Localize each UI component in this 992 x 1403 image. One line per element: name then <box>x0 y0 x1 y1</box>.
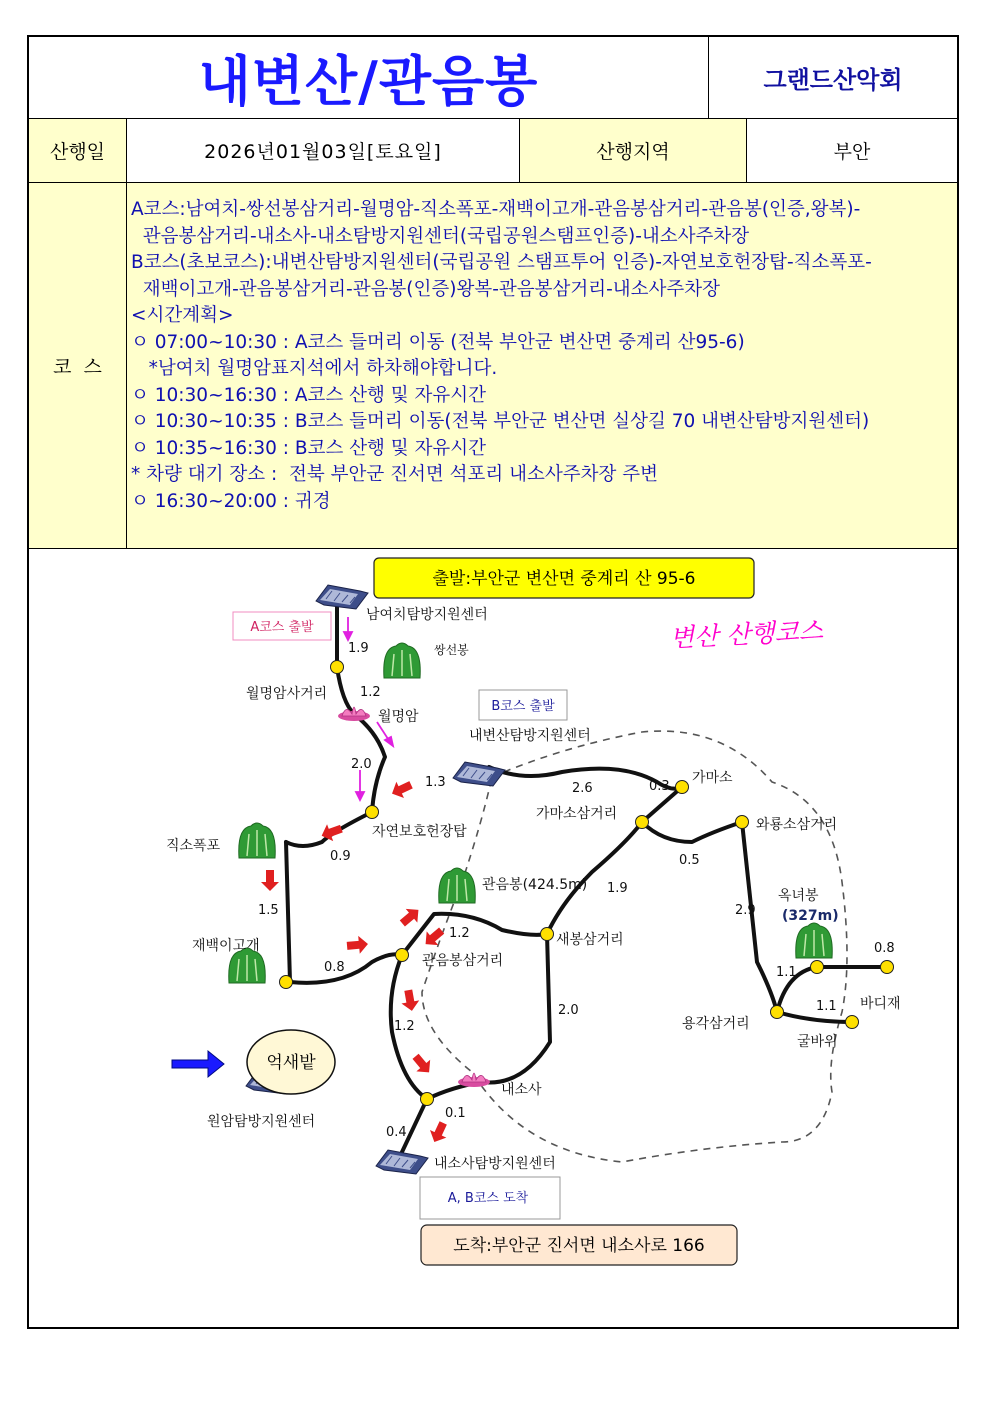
course-line: ㅇ 10:30~10:35 : B코스 들머리 이동(전북 부안군 변산면 실상길 70 내변산탐방지원센터) <box>131 411 870 432</box>
red-arrow-icon <box>388 777 415 802</box>
place-label: 원암탐방지원센터 <box>207 1114 316 1130</box>
distance-label: 1.2 <box>360 685 381 700</box>
ab-arrive-label: A, B코스 도착 <box>447 1191 529 1206</box>
place-label: 새봉삼거리 <box>556 932 624 948</box>
course-line: ㅇ 16:30~20:00 : 귀경 <box>131 490 331 512</box>
place-label: 자연보호헌장탑 <box>372 824 467 840</box>
course-line: A코스:남여치-쌍선봉삼거리-월명암-직소폭포-재백이고개-관음봉삼거리-관음봉(인증,왕복)- <box>131 199 861 220</box>
date-value-cell <box>127 119 520 182</box>
club-name: 그랜드산악회 <box>763 66 903 94</box>
distance-label: 1.5 <box>258 903 279 918</box>
date-label-cell <box>29 119 127 182</box>
lotus-temple-icon <box>458 1073 490 1087</box>
red-arrow-icon <box>409 1051 436 1079</box>
distance-label: 1.9 <box>607 881 628 896</box>
place-label: 굴바위 <box>797 1034 838 1050</box>
place-label: 쌍선봉 <box>434 643 469 657</box>
distance-label: 0.9 <box>330 849 351 864</box>
place-label: 내소사탐방지원센터 <box>434 1156 556 1172</box>
distance-label: 1.1 <box>816 999 837 1014</box>
course-description <box>127 183 957 548</box>
red-arrow-icon <box>426 1119 451 1146</box>
region-value-cell <box>747 119 957 182</box>
b-start-label: B코스 출발 <box>491 699 555 714</box>
lotus-temple-icon <box>338 707 370 721</box>
distance-label: 1.3 <box>425 775 446 790</box>
place-label: 용각삼거리 <box>682 1016 750 1032</box>
course-line: ㅇ 10:35~16:30 : B코스 산행 및 자유시간 <box>131 437 487 459</box>
place-label: 바디재 <box>860 996 901 1012</box>
distance-label: 2.9 <box>735 903 756 918</box>
course-line: <시간계획> <box>131 305 234 326</box>
club-cell <box>709 37 957 118</box>
distance-label: 1.9 <box>348 641 369 656</box>
ranger-station-icon <box>376 1150 428 1174</box>
distance-label: 0.8 <box>324 960 345 975</box>
mountain-icon <box>796 923 833 958</box>
region-label: 산행지역 <box>596 141 670 163</box>
trail-map <box>29 549 957 1327</box>
place-label: 관음봉(424.5m) <box>482 877 588 893</box>
course-label-cell <box>29 183 127 548</box>
course-line: ㅇ 07:00~10:30 : A코스 들머리 이동 (전북 부안군 변산면 중계리 산95-6) <box>131 331 745 353</box>
distance-label: 1.1 <box>776 965 797 980</box>
blue-arrow-icon <box>172 1051 224 1077</box>
place-label: 남여치탐방지원센터 <box>366 607 488 623</box>
page-title: 내변산/관음봉 <box>198 50 539 113</box>
info-row <box>29 119 957 183</box>
handwritten-title: 변산 산행코스 <box>669 615 824 653</box>
title-row <box>29 37 957 119</box>
distance-label: 2.6 <box>572 781 593 796</box>
distance-label: 0.8 <box>874 941 895 956</box>
distance-label: 2.0 <box>351 757 372 772</box>
red-arrow-icon <box>346 935 368 955</box>
mountain-icon <box>439 868 476 903</box>
course-label: 코 스 <box>53 356 102 378</box>
course-line: 재백이고개-관음봉삼거리-관음봉(인증)왕복-관음봉삼거리-내소사주차장 <box>131 278 721 300</box>
mountain-icon <box>384 643 421 678</box>
course-line: 관음봉삼거리-내소사-내소탐방지원센터(국립공원스탬프인증)-내소사주차장 <box>131 225 750 247</box>
title-cell <box>29 37 709 118</box>
place-label: 관음봉삼거리 <box>422 953 504 969</box>
red-arrow-icon <box>399 989 420 1013</box>
place-label: 가마소 <box>692 770 733 786</box>
place-label: 내변산탐방지원센터 <box>469 728 591 744</box>
place-label: 내소사 <box>501 1082 542 1098</box>
mountain-icon <box>239 823 276 858</box>
distance-label: 0.5 <box>679 853 700 868</box>
park-boundary <box>422 731 847 1162</box>
place-label: (327m) <box>782 908 839 924</box>
course-line: *남여치 월명암표지석에서 하차해야합니다. <box>131 358 498 379</box>
a-start-label: A코스 출발 <box>250 620 314 635</box>
place-label: 와룡소삼거리 <box>756 817 838 833</box>
place-label: 월명암 <box>378 709 419 725</box>
schedule-sheet <box>27 35 959 1329</box>
date-label: 산행일 <box>49 141 106 163</box>
course-line: B코스(초보코스):내변산탐방지원센터(국립공원 스탬프투어 인증)-자연보호헌장탑-직소폭포- <box>131 252 872 273</box>
place-label: 가마소삼거리 <box>536 806 618 822</box>
course-line: ㅇ 10:30~16:30 : A코스 산행 및 자유시간 <box>131 384 487 406</box>
ranger-station-icon <box>453 762 505 786</box>
red-arrow-icon <box>397 903 425 930</box>
trail-map-svg <box>29 549 957 1329</box>
red-arrow-icon <box>261 870 279 891</box>
distance-label: 2.0 <box>558 1003 579 1018</box>
distance-label: 0.4 <box>386 1125 407 1140</box>
end-box-text: 도착:부안군 진서면 내소사로 166 <box>453 1236 705 1256</box>
ranger-station-icon <box>316 585 368 609</box>
distance-label: 0.1 <box>445 1106 466 1121</box>
start-box-text: 출발:부안군 변산면 중계리 산 95-6 <box>432 569 696 589</box>
eoksaebat-label: 억새밭 <box>266 1053 316 1073</box>
region-value: 부안 <box>833 141 871 163</box>
place-label: 월명암사거리 <box>246 686 328 702</box>
date-value: 2026년01월03일[토요일] <box>204 141 442 163</box>
region-label-cell <box>520 119 747 182</box>
place-label: 옥녀봉 <box>778 888 819 904</box>
course-row <box>29 183 957 549</box>
place-label: 재백이고개 <box>192 938 260 954</box>
distance-label: 0.3 <box>649 779 670 794</box>
distance-label: 1.2 <box>394 1019 415 1034</box>
course-line: * 차량 대기 장소 : 전북 부안군 진서면 석포리 내소사주차장 주변 <box>131 464 658 485</box>
place-label: 직소폭포 <box>166 838 221 854</box>
distance-label: 1.2 <box>449 926 470 941</box>
